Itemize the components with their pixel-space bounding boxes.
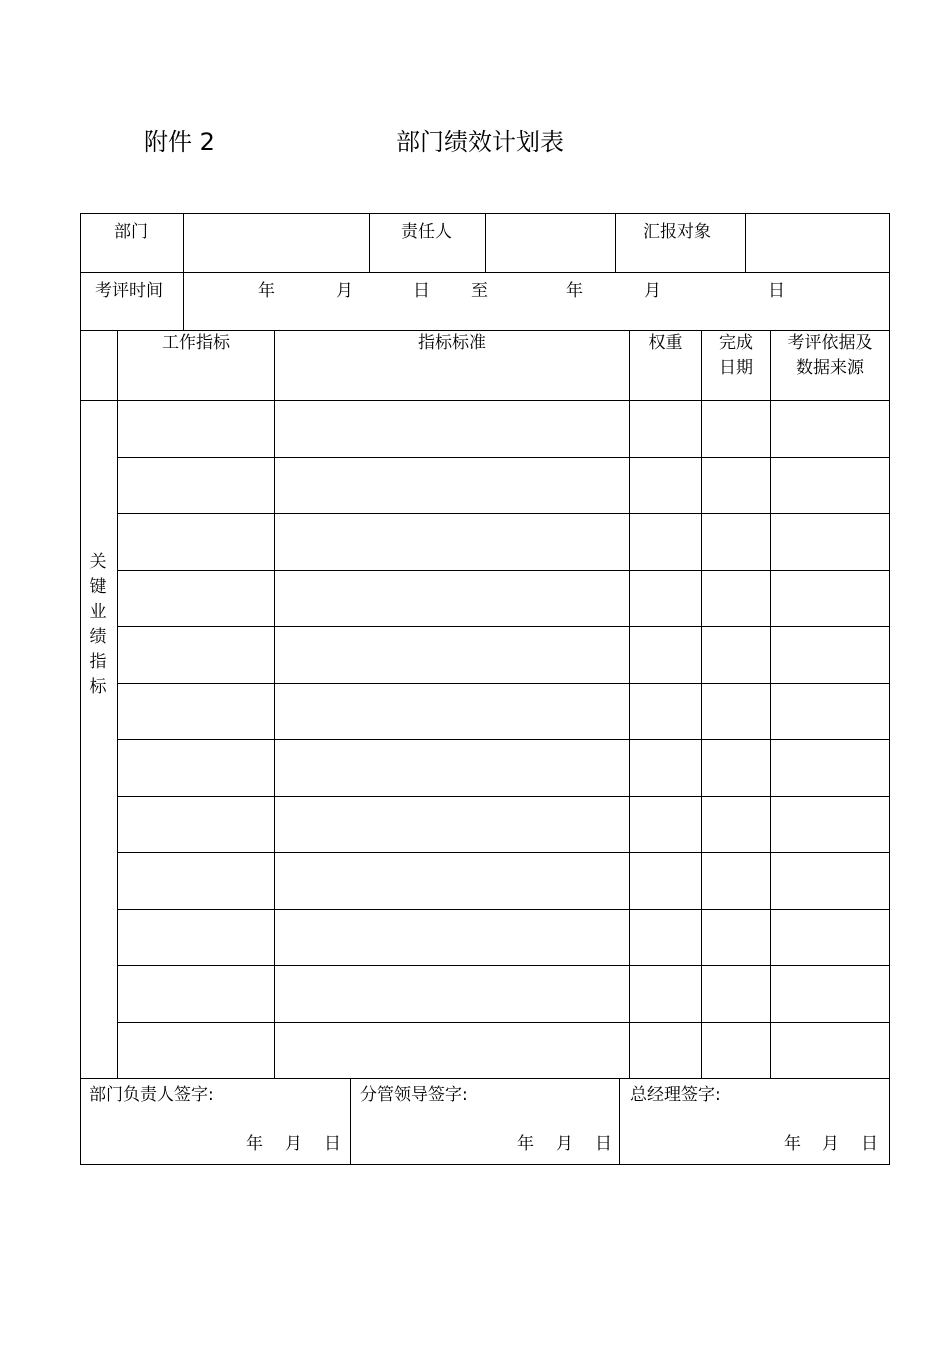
section-label-char: 绩 — [89, 627, 107, 647]
col-divider — [619, 1078, 620, 1165]
gm-signature-label: 总经理签字: — [630, 1085, 721, 1105]
period-end-day: 日 — [768, 281, 785, 301]
indicator-row-divider — [117, 626, 890, 627]
header-completion-date-line1: 完成 — [719, 333, 753, 353]
dept-head-sign-day: 日 — [324, 1134, 341, 1154]
header-indicator-standard: 指标标准 — [418, 333, 486, 353]
indicator-row-divider — [117, 965, 890, 966]
col-divider — [350, 1078, 351, 1165]
supervisor-sign-day: 日 — [595, 1134, 612, 1154]
indicator-row-divider — [117, 513, 890, 514]
report-to-label: 汇报对象 — [643, 222, 711, 242]
header-weight: 权重 — [648, 333, 683, 353]
row-divider — [80, 272, 890, 273]
gm-sign-month: 月 — [822, 1134, 839, 1154]
header-basis-line1: 考评依据及 — [787, 333, 873, 353]
col-divider — [629, 330, 630, 1078]
title-row — [0, 124, 950, 160]
indicator-row-divider — [117, 909, 890, 910]
department-field[interactable] — [190, 219, 362, 265]
section-label-char: 关 — [89, 552, 107, 572]
row-divider — [80, 400, 890, 401]
period-to: 至 — [471, 281, 488, 301]
col-divider — [485, 213, 486, 272]
row-divider — [80, 1078, 890, 1079]
section-label-char: 指 — [89, 652, 107, 672]
indicator-row-divider — [117, 457, 890, 458]
period-start-year: 年 — [258, 281, 275, 301]
col-divider — [183, 213, 184, 330]
col-divider — [274, 330, 275, 1078]
report-to-field[interactable] — [750, 219, 884, 265]
owner-label: 责任人 — [401, 222, 452, 242]
period-start-day: 日 — [413, 281, 430, 301]
indicator-row-divider — [117, 852, 890, 853]
indicator-row-divider — [117, 570, 890, 571]
gm-sign-year: 年 — [784, 1134, 801, 1154]
period-start-month: 月 — [336, 281, 353, 301]
indicator-row-divider — [117, 796, 890, 797]
col-divider — [701, 330, 702, 1078]
owner-field[interactable] — [490, 219, 610, 265]
dept-head-sign-year: 年 — [246, 1134, 263, 1154]
document-title: 部门绩效计划表 — [396, 128, 564, 156]
gm-sign-day: 日 — [861, 1134, 878, 1154]
indicator-row-divider — [117, 739, 890, 740]
col-divider — [369, 213, 370, 272]
dept-head-sign-month: 月 — [285, 1134, 302, 1154]
section-label-char: 业 — [89, 602, 107, 622]
section-label-key-performance-indicators — [86, 550, 110, 700]
department-label: 部门 — [114, 222, 148, 242]
period-label: 考评时间 — [95, 281, 163, 301]
section-label-char: 标 — [89, 677, 107, 697]
supervisor-sign-year: 年 — [517, 1134, 534, 1154]
col-divider — [117, 330, 118, 1078]
period-end-year: 年 — [566, 281, 583, 301]
supervisor-signature-label: 分管领导签字: — [360, 1085, 468, 1105]
section-label-char: 键 — [89, 577, 107, 597]
header-completion-date-line2: 日期 — [719, 358, 753, 378]
col-divider — [770, 330, 771, 1078]
col-divider — [745, 213, 746, 272]
period-end-month: 月 — [644, 281, 661, 301]
col-divider — [615, 213, 616, 272]
attachment-number: 附件 2 — [144, 128, 215, 156]
dept-head-signature-label: 部门负责人签字: — [89, 1085, 214, 1105]
indicator-row-divider — [117, 1022, 890, 1023]
indicator-row-divider — [117, 683, 890, 684]
header-work-indicator: 工作指标 — [162, 333, 230, 353]
supervisor-sign-month: 月 — [556, 1134, 573, 1154]
header-basis-line2: 数据来源 — [796, 358, 864, 378]
